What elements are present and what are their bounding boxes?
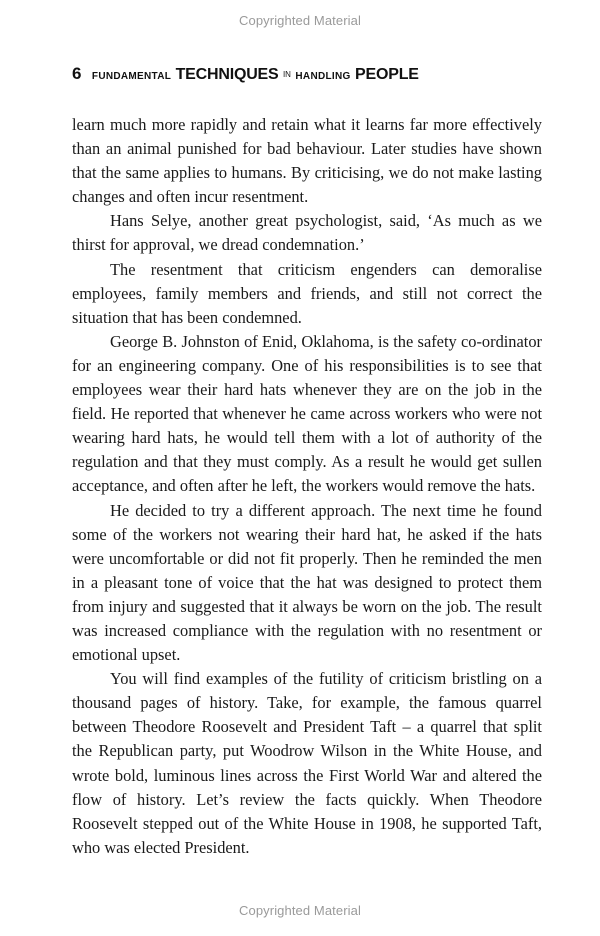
paragraph-resentment: The resentment that criticism engenders can demoralise employees, family members and friends, and still not correct the situation that has been condemned. — [72, 259, 542, 327]
running-head-word-5: PEOPLE — [355, 66, 419, 83]
page-body-text — [72, 113, 542, 860]
paragraph-continued: learn much more rapidly and retain what it learns far more effectively than an animal punished for bad behaviour. Later studies have shown that the same applies to humans. By criticising, we do not make lasting changes and often incur resentment. — [72, 115, 542, 207]
running-head-word-4: HANDLING — [295, 71, 351, 82]
paragraph-roosevelt-taft: You will find examples of the futility of criticism bristling on a thousand pages of history. Take, for example, the famous quarrel between Theodore Roosevelt and President Taft – a quarrel that split the Republican party, put Woodrow Wilson in the White House, and wrote bold, luminous lines across the First World War and altered the flow of history. Let’s review the facts quickly. When Theodore Roosevelt stepped out of the White House in 1908, he supported Taft, who was elected President. — [72, 669, 542, 857]
paragraph-selye-quote: Hans Selye, another great psychologist, said, ‘As much as we thirst for approval, we dread condemnation.’ — [72, 211, 542, 255]
copyright-watermark-bottom: Copyrighted Material — [239, 903, 361, 918]
running-head-word-3: IN — [282, 70, 291, 79]
running-head — [72, 64, 419, 84]
paragraph-johnston: George B. Johnston of Enid, Oklahoma, is the safety co-ordinator for an engineering company. One of his responsibilities is to see that employees wear their hard hats whenever they are on the job in the field. He reported that whenever he came across workers who were not wearing hard hats, he would tell them with a lot of authority of the regulation and that they must comply. As a result he would get sullen acceptance, and often after he left, the workers would remove the hats. — [72, 331, 542, 496]
paragraph-different-approach: He decided to try a different approach. The next time he found some of the workers not wearing their hard hat, he asked if the hats were uncomfortable or did not fit properly. Then he reminded the men in a pleasant tone of voice that the hat was designed to protect them from injury and suggested that it always be worn on the job. The result was increased compliance with the regulation with no resentment or emotional upset. — [72, 500, 542, 665]
page-number: 6 — [72, 64, 82, 83]
running-head-word-2: TECHNIQUES — [175, 66, 279, 83]
running-head-word-1: FUNDAMENTAL — [91, 71, 172, 82]
copyright-watermark-top: Copyrighted Material — [239, 13, 361, 28]
